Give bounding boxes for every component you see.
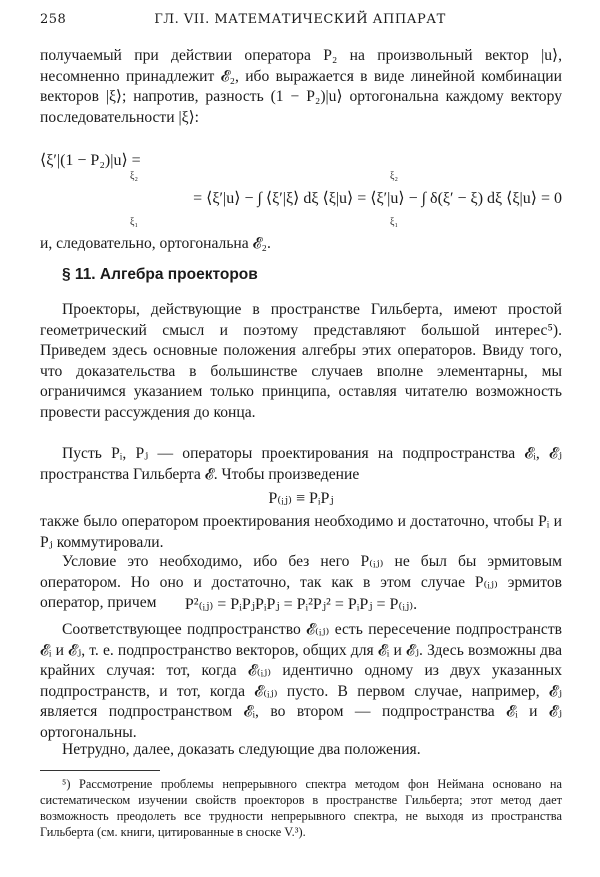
footnote-block — [40, 776, 562, 840]
equation-2: P₍ᵢⱼ₎ ≡ PᵢPⱼ — [268, 490, 334, 507]
intro-block — [40, 46, 562, 128]
running-header — [40, 12, 560, 32]
paragraph-5-block — [40, 620, 562, 743]
integral-2-lower: ξ₁ — [390, 217, 398, 228]
paragraph-6-block — [40, 740, 562, 761]
paragraph-2: Пусть Pᵢ, Pⱼ — операторы проектирования на подпространства 𝓔ᵢ, 𝓔ⱼ пространства Гильберта 𝓔. Чтобы произведение — [40, 445, 562, 483]
integral-1-upper: ξ₂ — [130, 171, 138, 182]
equation-1-line-2: = ⟨ξ′|u⟩ − ∫ ⟨ξ′|ξ⟩ dξ ⟨ξ|u⟩ = ⟨ξ′|u⟩ − ∫ δ(ξ′ − ξ) dξ ⟨ξ|u⟩ = 0 — [193, 190, 562, 207]
conclusion-block — [40, 234, 562, 255]
equation-3: P²₍ᵢⱼ₎ = PᵢPⱼPᵢPⱼ = Pᵢ²Pⱼ² = PᵢPⱼ = P₍ᵢⱼ₎. — [184, 596, 418, 613]
paragraph-5: Соответствующее подпространство 𝓔₍ᵢⱼ₎ есть пересечение подпространств 𝓔ᵢ и 𝓔ⱼ, т. е. подпространство векторов, общих для 𝓔ᵢ и 𝓔ⱼ. Здесь возможны два крайних случая: тот, когда 𝓔₍ᵢⱼ₎ идентично одному из двух указанных подпространств, и тот, когда 𝓔₍ᵢⱼ₎ пусто. В первом случае, например, 𝓔ⱼ является подпространством 𝓔ᵢ, во втором — подпространства 𝓔ᵢ и 𝓔ⱼ ортогональны. — [40, 621, 562, 741]
section-title: § 11. Алгебра проекторов — [62, 266, 258, 283]
footnote: ⁵) Рассмотрение проблемы непрерывного спектра методом фон Неймана основано на систематическом изучении свойств проекторов в пространстве Гильберта; этот метод дает возможность преодолеть все трудности непрерывного спектра, не выходя из пространства Гильберта (см. книги, цитированные в сноске V.³). — [40, 777, 562, 839]
paragraph-6: Нетрудно, далее, доказать следующие два положения. — [62, 741, 421, 758]
paragraph-1: Проекторы, действующие в пространстве Гильберта, имеют простой геометрический смысл и поэтому представляют большой интерес⁵). Приведем здесь основные положения алгебры этих операторов. Ввиду того, что доказательства в большинстве случаев вполне элементарны, мы ограничимся указанием только принципа, оставляя читателю возможность провести рассуждения до конца. — [40, 301, 562, 421]
paragraph-3-block — [40, 512, 562, 553]
conclusion-line: и, следовательно, ортогональна 𝓔₂. — [40, 235, 271, 252]
intro-paragraph: получаемый при действии оператора P₂ на произвольный вектор |u⟩, несомненно принадлежит 𝓔₂, ибо выражается в виде линейной комбинации векторов |ξ⟩; напротив, разность (1 − P₂)|u⟩ ортогональна каждому вектору последовательности |ξ⟩: — [40, 47, 562, 126]
integral-1-lower: ξ₁ — [130, 217, 138, 228]
footnote-rule — [40, 770, 160, 771]
paragraph-2-block — [40, 444, 562, 485]
running-title: ГЛ. VII. МАТЕМАТИЧЕСКИЙ АППАРАТ — [154, 12, 446, 27]
paragraph-3: также было оператором проектирования необходимо и достаточно, чтобы Pᵢ и Pⱼ коммутировали. — [40, 513, 562, 551]
page-number: 258 — [40, 12, 67, 27]
integral-2-upper: ξ₂ — [390, 171, 398, 182]
paragraph-1-block — [40, 300, 562, 423]
equation-1-line-1: ⟨ξ′|(1 − P₂)|u⟩ = — [40, 152, 141, 169]
paragraph-4: Условие это необходимо, ибо без него P₍ᵢⱼ₎ не был бы эрмитовым оператором. Но оно и достаточно, так как в этом случае P₍ᵢⱼ₎ эрмитов оператор, причем — [40, 553, 562, 611]
